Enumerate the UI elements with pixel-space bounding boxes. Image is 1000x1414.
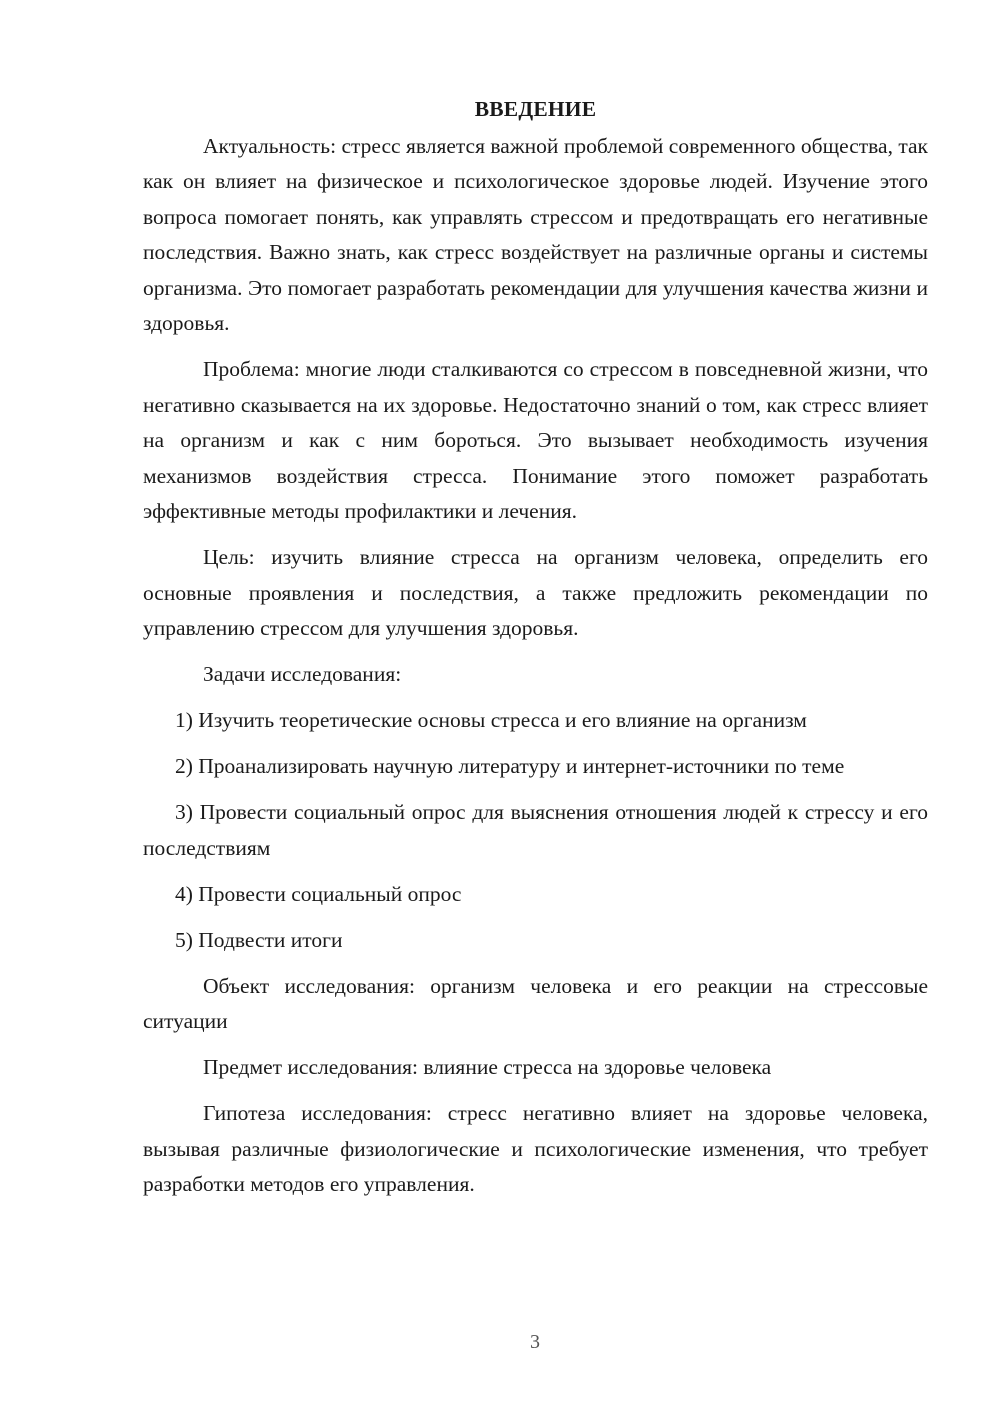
task-item-1: 1) Изучить теоретические основы стресса и его влияние на организм	[175, 708, 807, 732]
task-item-2: 2) Проанализировать научную литературу и интернет-источники по теме	[175, 754, 845, 778]
task-item-3: 3) Провести социальный опрос для выяснения отношения людей к стрессу и его последствиям	[143, 800, 928, 860]
page-number: 3	[530, 1331, 540, 1353]
paragraph-tasks-heading: Задачи исследования:	[203, 662, 402, 686]
paragraph-object: Объект исследования: организм человека и его реакции на стрессовые ситуации	[143, 973, 928, 1033]
paragraph-hypothesis: Гипотеза исследования: стресс негативно влияет на здоровье человека, вызывая различные физиологические и психологические изменения, что требует разработки методов его управления.	[143, 1101, 928, 1196]
task-item-4: 4) Провести социальный опрос	[175, 881, 462, 906]
task-item-5: 5) Подвести итоги	[175, 927, 343, 952]
paragraph-problem: Проблема: многие люди сталкиваются со стрессом в повседневной жизни, что негативно сказывается на их здоровье. Недостаточно знаний о том, как стресс влияет на организм и как с ним бороться. Это вызывает необходимость изучения механизмов воздействия стресса. Понимание этого поможет разработать эффективные методы профилактики и лечения.	[143, 357, 928, 523]
paragraph-goal: Цель: изучить влияние стресса на организм человека, определить его основные проявления и последствия, а также предложить рекомендации по управлению стрессом для улучшения здоровья.	[143, 545, 928, 640]
paragraph-subject: Предмет исследования: влияние стресса на здоровье человека	[203, 1055, 772, 1079]
document-page	[143, 92, 928, 1213]
page-title: ВВЕДЕНИЕ	[474, 97, 597, 121]
paragraph-relevance: Актуальность: стресс является важной проблемой современного общества, так как он влияет на физическое и психологическое здоровье людей. Изучение этого вопроса помогает понять, как управлять стрессом и предотвращать его негативные последствия. Важно знать, как стресс воздействует на различные органы и системы организма. Это помогает разработать рекомендации для улучшения качества жизни и здоровья.	[143, 133, 928, 335]
